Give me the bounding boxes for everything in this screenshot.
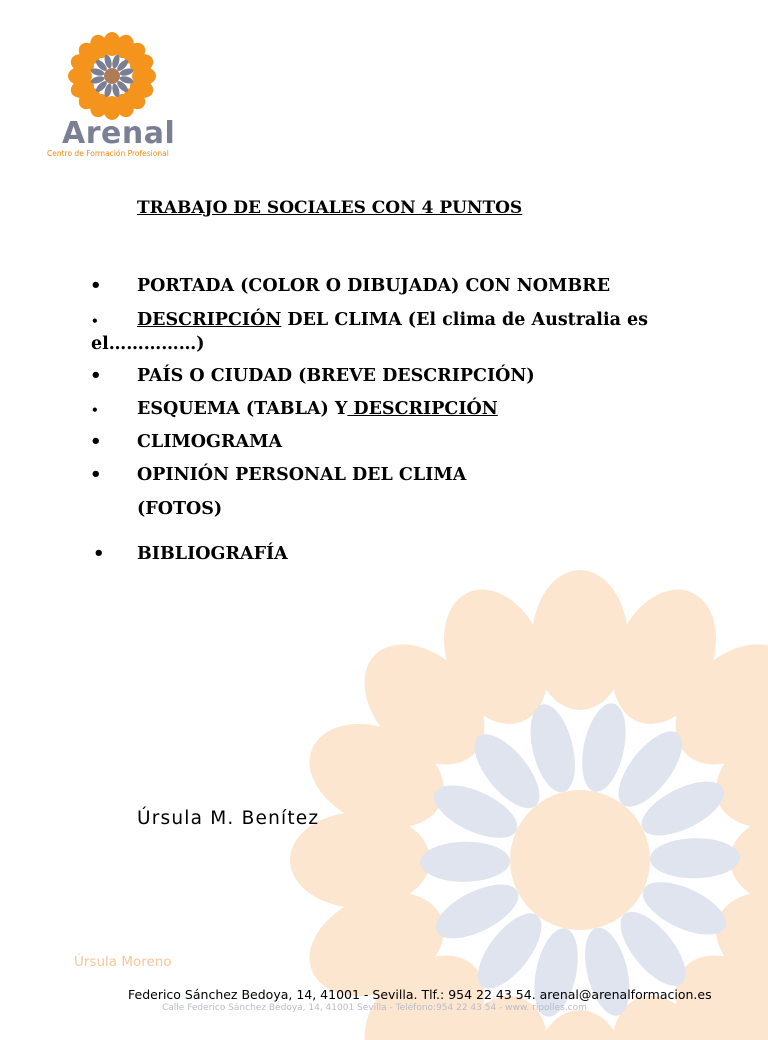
author-signature: Úrsula M. Benítez [137, 808, 320, 829]
bullet-5: • [90, 431, 102, 452]
watermark-name: Úrsula Moreno [74, 954, 172, 970]
bullet-4: • [91, 403, 99, 417]
logo-subtitle: Centro de Formación Profesional [47, 149, 169, 158]
list-item-esquema: ESQUEMA (TABLA) Y DESCRIPCIÓN [137, 399, 498, 419]
list-item-opinion: OPINIÓN PERSONAL DEL CLIMA [137, 465, 467, 485]
bullet-3: • [90, 365, 102, 386]
list-item-bibliografia: BIBLIOGRAFÍA [137, 544, 288, 564]
list-item-portada: PORTADA (COLOR O DIBUJADA) CON NOMBRE [137, 276, 611, 296]
list-item-pais: PAÍS O CIUDAD (BREVE DESCRIPCIÓN) [137, 366, 535, 386]
list-item-descripcion: DESCRIPCIÓN DEL CLIMA (El clima de Australia es [137, 310, 649, 330]
list-item-opinion-continuation: (FOTOS) [137, 499, 223, 519]
bullet-1: • [90, 275, 102, 296]
list-item-climograma: CLIMOGRAMA [137, 432, 283, 452]
bullet-6: • [90, 464, 102, 485]
watermark-flower-icon [250, 560, 768, 1040]
bullet-7: • [93, 543, 105, 564]
logo-name: Arenal [62, 116, 176, 151]
footer-small-address: Calle Federico Sánchez Bedoya, 14, 41001 Sevilla - Teléfono:954 22 43 54 - www. ripolles.com [162, 1003, 587, 1013]
bullet-2: • [91, 314, 99, 328]
list-item-descripcion-continuation: el……………) [91, 334, 205, 354]
document-title: TRABAJO DE SOCIALES CON 4 PUNTOS [137, 198, 523, 218]
footer-address: Federico Sánchez Bedoya, 14, 41001 - Sevilla. Tlf.: 954 22 43 54. arenal@arenalformacion.es [128, 987, 712, 1002]
